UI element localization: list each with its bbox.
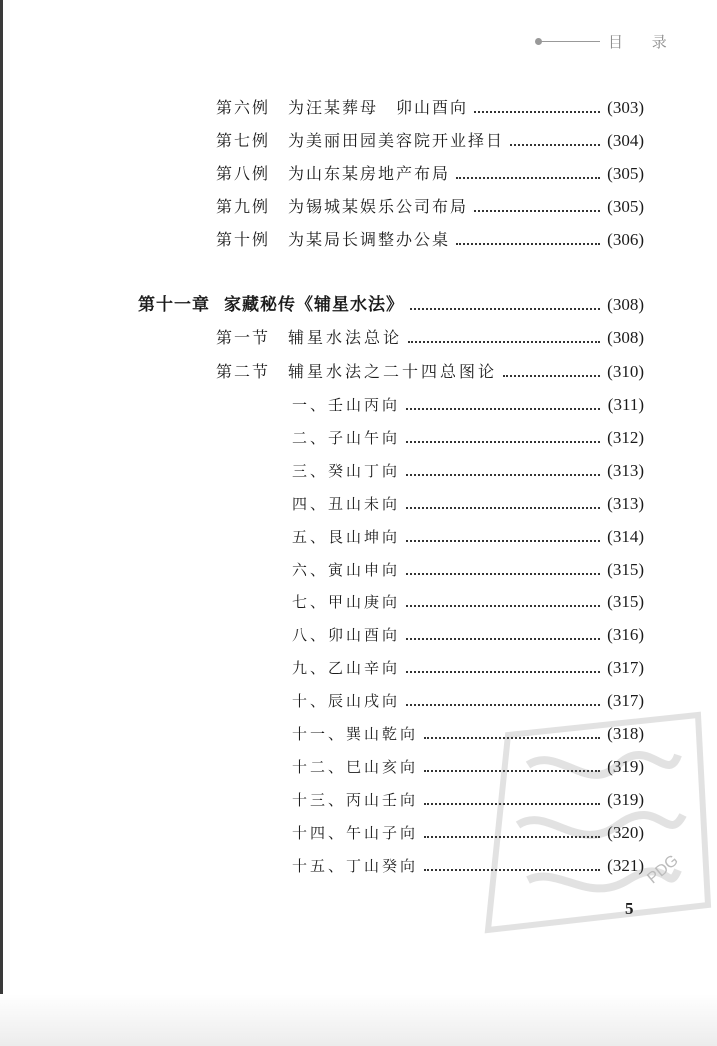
dot-leader [410, 308, 600, 310]
toc-subsection-entry[interactable] [292, 558, 644, 582]
entry-page: (308) [607, 295, 644, 314]
subsection-title: 五、艮山坤向 [292, 527, 401, 546]
dot-leader [406, 408, 600, 410]
chapter-title: 家藏秘传《辅星水法》 [224, 295, 404, 315]
dot-leader [406, 671, 600, 673]
dot-leader [456, 243, 600, 245]
entry-page: (319) [607, 756, 644, 776]
dot-leader [474, 111, 600, 113]
toc-subsection-entry[interactable] [292, 393, 644, 417]
entry-page: (305) [607, 164, 644, 183]
subsection-title: 八、卯山酉向 [292, 626, 401, 645]
toc-entry[interactable] [216, 162, 644, 186]
dot-leader [406, 605, 600, 607]
chapter-number: 第十一章 [138, 295, 210, 315]
subsection-title: 十、辰山戌向 [292, 692, 401, 711]
dot-leader [406, 441, 600, 443]
seal-watermark-icon [468, 705, 717, 935]
toc-entry[interactable] [216, 129, 644, 153]
entry-title: 为美丽田园美容院开业择日 [288, 131, 505, 150]
subsection-title: 七、甲山庚向 [292, 593, 401, 612]
toc-subsection-entry[interactable] [292, 426, 644, 450]
entry-page: (316) [607, 625, 644, 645]
entry-head: 第七例 [216, 131, 271, 150]
section-title: 辅星水法之二十四总图论 [288, 362, 498, 381]
section-head: 第二节 [216, 362, 271, 381]
dot-leader [474, 210, 600, 212]
watermark-text: PDG [644, 851, 682, 888]
entry-page: (312) [607, 427, 644, 447]
subsection-title: 十四、午山子向 [292, 823, 419, 842]
toc-entry[interactable] [216, 228, 644, 252]
subsection-title: 九、乙山辛向 [292, 659, 401, 678]
dot-leader [406, 474, 600, 476]
dot-leader [456, 177, 600, 179]
entry-page: (313) [607, 460, 644, 480]
subsection-title: 十三、丙山壬向 [292, 790, 419, 809]
entry-head: 第六例 [216, 98, 271, 117]
header-rule [540, 41, 600, 42]
entry-head: 第十例 [216, 230, 271, 249]
toc-section-entry[interactable] [216, 326, 644, 350]
entry-page: (304) [607, 131, 644, 150]
dot-leader [406, 540, 600, 542]
entry-title: 为山东某房地产布局 [288, 164, 451, 183]
entry-page: (317) [607, 691, 644, 711]
entry-head: 第八例 [216, 164, 271, 183]
subsection-title: 十一、巽山乾向 [292, 725, 419, 743]
section-head: 第一节 [216, 328, 271, 347]
subsection-title: 四、丑山未向 [292, 494, 401, 513]
entry-page: (314) [607, 526, 644, 546]
entry-page: (318) [607, 724, 644, 743]
entry-page: (321) [607, 855, 644, 875]
toc-subsection-entry[interactable] [292, 590, 644, 614]
entry-page: (315) [607, 559, 644, 579]
entry-title: 为某局长调整办公桌 [288, 230, 451, 249]
toc-entry[interactable] [216, 195, 644, 219]
entry-title: 为锡城某娱乐公司布局 [288, 197, 469, 216]
subsection-title: 二、子山午向 [292, 428, 401, 447]
page-binding-edge [0, 0, 3, 1046]
dot-leader [510, 144, 600, 146]
entry-page: (308) [607, 328, 644, 347]
subsection-title: 十五、丁山癸向 [292, 856, 419, 875]
toc-subsection-entry[interactable] [292, 656, 644, 680]
page-bottom-shade [0, 994, 717, 1046]
entry-page: (306) [607, 230, 644, 249]
entry-page: (315) [607, 592, 644, 612]
entry-page: (310) [607, 362, 644, 381]
entry-page: (311) [607, 395, 644, 414]
subsection-title: 六、寅山申向 [292, 560, 401, 579]
entry-page: (303) [607, 98, 644, 117]
section-title: 辅星水法总论 [288, 328, 403, 347]
toc-subsection-entry[interactable] [292, 623, 644, 647]
entry-page: (320) [607, 822, 644, 842]
entry-head: 第九例 [216, 197, 271, 216]
toc-subsection-entry[interactable] [292, 492, 644, 516]
subsection-title: 一、壬山丙向 [292, 396, 401, 414]
entry-title: 为汪某葬母 卯山酉向 [288, 98, 469, 117]
header-title: 目 录 [608, 33, 679, 51]
page-number: 5 [625, 899, 634, 918]
toc-section-entry[interactable] [216, 360, 644, 384]
subsection-title: 三、癸山丁向 [292, 461, 401, 480]
entry-page: (305) [607, 197, 644, 216]
toc-entry[interactable] [216, 96, 644, 120]
dot-leader [406, 638, 600, 640]
subsection-title: 十二、巳山亥向 [292, 757, 419, 776]
dot-leader [406, 573, 600, 575]
dot-leader [408, 341, 600, 343]
toc-subsection-entry[interactable] [292, 459, 644, 483]
entry-page: (317) [607, 658, 644, 678]
entry-page: (319) [607, 789, 644, 809]
entry-page: (313) [607, 493, 644, 513]
dot-leader [503, 375, 600, 377]
toc-subsection-entry[interactable] [292, 525, 644, 549]
dot-leader [406, 507, 600, 509]
toc-chapter-entry[interactable] [138, 293, 644, 317]
